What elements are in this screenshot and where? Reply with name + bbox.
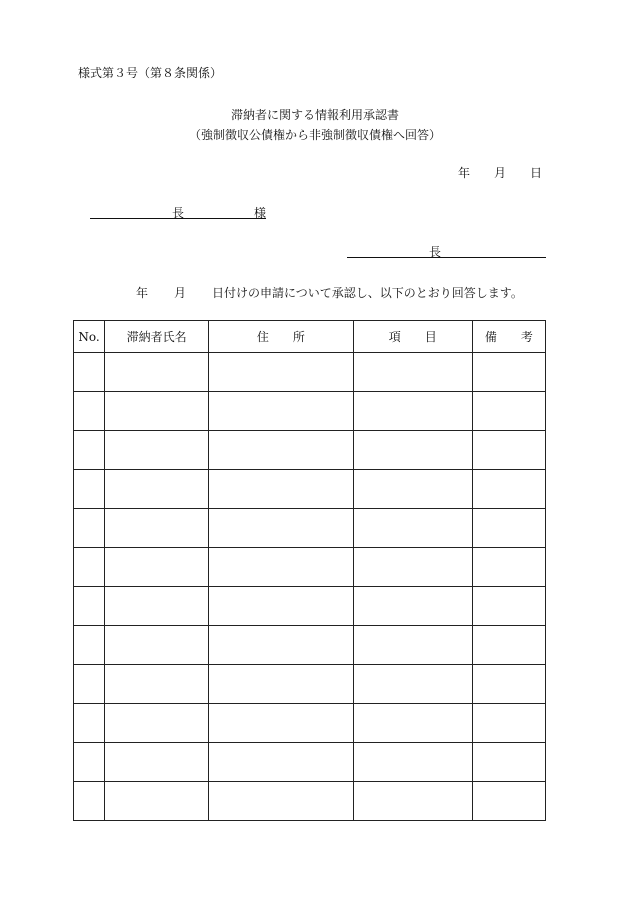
cell-item[interactable] <box>353 431 472 470</box>
cell-no[interactable] <box>74 704 105 743</box>
header-no: No. <box>74 321 105 353</box>
cell-remarks[interactable] <box>472 431 545 470</box>
cell-no[interactable] <box>74 665 105 704</box>
cell-no[interactable] <box>74 353 105 392</box>
table-row <box>74 431 546 470</box>
header-item: 項 目 <box>353 321 472 353</box>
sender-line[interactable] <box>347 243 546 258</box>
cell-address[interactable] <box>209 704 353 743</box>
cell-name[interactable] <box>105 665 209 704</box>
cell-remarks[interactable] <box>472 665 545 704</box>
cell-name[interactable] <box>105 353 209 392</box>
cell-item[interactable] <box>353 782 472 821</box>
cell-name[interactable] <box>105 392 209 431</box>
cell-item[interactable] <box>353 743 472 782</box>
table-row <box>74 509 546 548</box>
cell-remarks[interactable] <box>472 743 545 782</box>
cell-remarks[interactable] <box>472 392 545 431</box>
document-subtitle: （強制徴収公債権から非強制徴収債権へ回答） <box>188 128 441 142</box>
cell-no[interactable] <box>74 743 105 782</box>
cell-name[interactable] <box>105 704 209 743</box>
cell-item[interactable] <box>353 548 472 587</box>
cell-item[interactable] <box>353 665 472 704</box>
cell-item[interactable] <box>353 392 472 431</box>
cell-name[interactable] <box>105 548 209 587</box>
cell-address[interactable] <box>209 470 353 509</box>
table-row <box>74 587 546 626</box>
cell-no[interactable] <box>74 470 105 509</box>
cell-no[interactable] <box>74 392 105 431</box>
cell-name[interactable] <box>105 782 209 821</box>
cell-remarks[interactable] <box>472 587 545 626</box>
cell-no[interactable] <box>74 626 105 665</box>
reply-sentence <box>136 284 523 301</box>
form-number: 様式第３号（第８条関係） <box>78 66 223 80</box>
table-row <box>74 392 546 431</box>
table-row <box>74 626 546 665</box>
cell-item[interactable] <box>353 704 472 743</box>
records-table <box>73 320 546 821</box>
header-address: 住 所 <box>209 321 353 353</box>
cell-no[interactable] <box>74 587 105 626</box>
cell-address[interactable] <box>209 353 353 392</box>
cell-remarks[interactable] <box>472 548 545 587</box>
reply-month-label: 月 <box>174 286 187 300</box>
cell-item[interactable] <box>353 587 472 626</box>
cell-item[interactable] <box>353 626 472 665</box>
cell-remarks[interactable] <box>472 470 545 509</box>
reply-text: 日付けの申請について承認し、以下のとおり回答します。 <box>212 286 523 300</box>
cell-address[interactable] <box>209 548 353 587</box>
cell-name[interactable] <box>105 509 209 548</box>
cell-no[interactable] <box>74 431 105 470</box>
cell-address[interactable] <box>209 743 353 782</box>
reply-year-label: 年 <box>136 286 149 300</box>
cell-name[interactable] <box>105 743 209 782</box>
cell-address[interactable] <box>209 509 353 548</box>
date-month-label: 月 <box>494 166 507 180</box>
addressee-line[interactable] <box>90 204 266 219</box>
cell-address[interactable] <box>209 392 353 431</box>
cell-no[interactable] <box>74 782 105 821</box>
date-line <box>458 164 542 181</box>
date-year-label: 年 <box>458 166 471 180</box>
cell-item[interactable] <box>353 509 472 548</box>
cell-address[interactable] <box>209 587 353 626</box>
table-row <box>74 665 546 704</box>
cell-address[interactable] <box>209 626 353 665</box>
table-row <box>74 353 546 392</box>
table-row <box>74 782 546 821</box>
cell-no[interactable] <box>74 548 105 587</box>
date-day-label: 日 <box>530 166 543 180</box>
table-row <box>74 470 546 509</box>
document-title: 滞納者に関する情報利用承認書 <box>230 108 399 122</box>
cell-address[interactable] <box>209 665 353 704</box>
cell-name[interactable] <box>105 431 209 470</box>
cell-remarks[interactable] <box>472 782 545 821</box>
cell-address[interactable] <box>209 431 353 470</box>
cell-name[interactable] <box>105 587 209 626</box>
table-row <box>74 704 546 743</box>
cell-address[interactable] <box>209 782 353 821</box>
header-remarks: 備 考 <box>472 321 545 353</box>
table-header-row <box>74 321 546 353</box>
sender-chief-label: 長 <box>429 245 442 259</box>
cell-name[interactable] <box>105 626 209 665</box>
records-body <box>74 353 546 821</box>
table-row <box>74 548 546 587</box>
cell-remarks[interactable] <box>472 353 545 392</box>
table-row <box>74 743 546 782</box>
cell-remarks[interactable] <box>472 704 545 743</box>
cell-name[interactable] <box>105 470 209 509</box>
cell-item[interactable] <box>353 470 472 509</box>
addressee-honorific: 様 <box>254 206 267 220</box>
addressee-chief-label: 長 <box>172 206 185 220</box>
cell-remarks[interactable] <box>472 626 545 665</box>
header-name: 滞納者氏名 <box>105 321 209 353</box>
cell-item[interactable] <box>353 353 472 392</box>
cell-remarks[interactable] <box>472 509 545 548</box>
cell-no[interactable] <box>74 509 105 548</box>
